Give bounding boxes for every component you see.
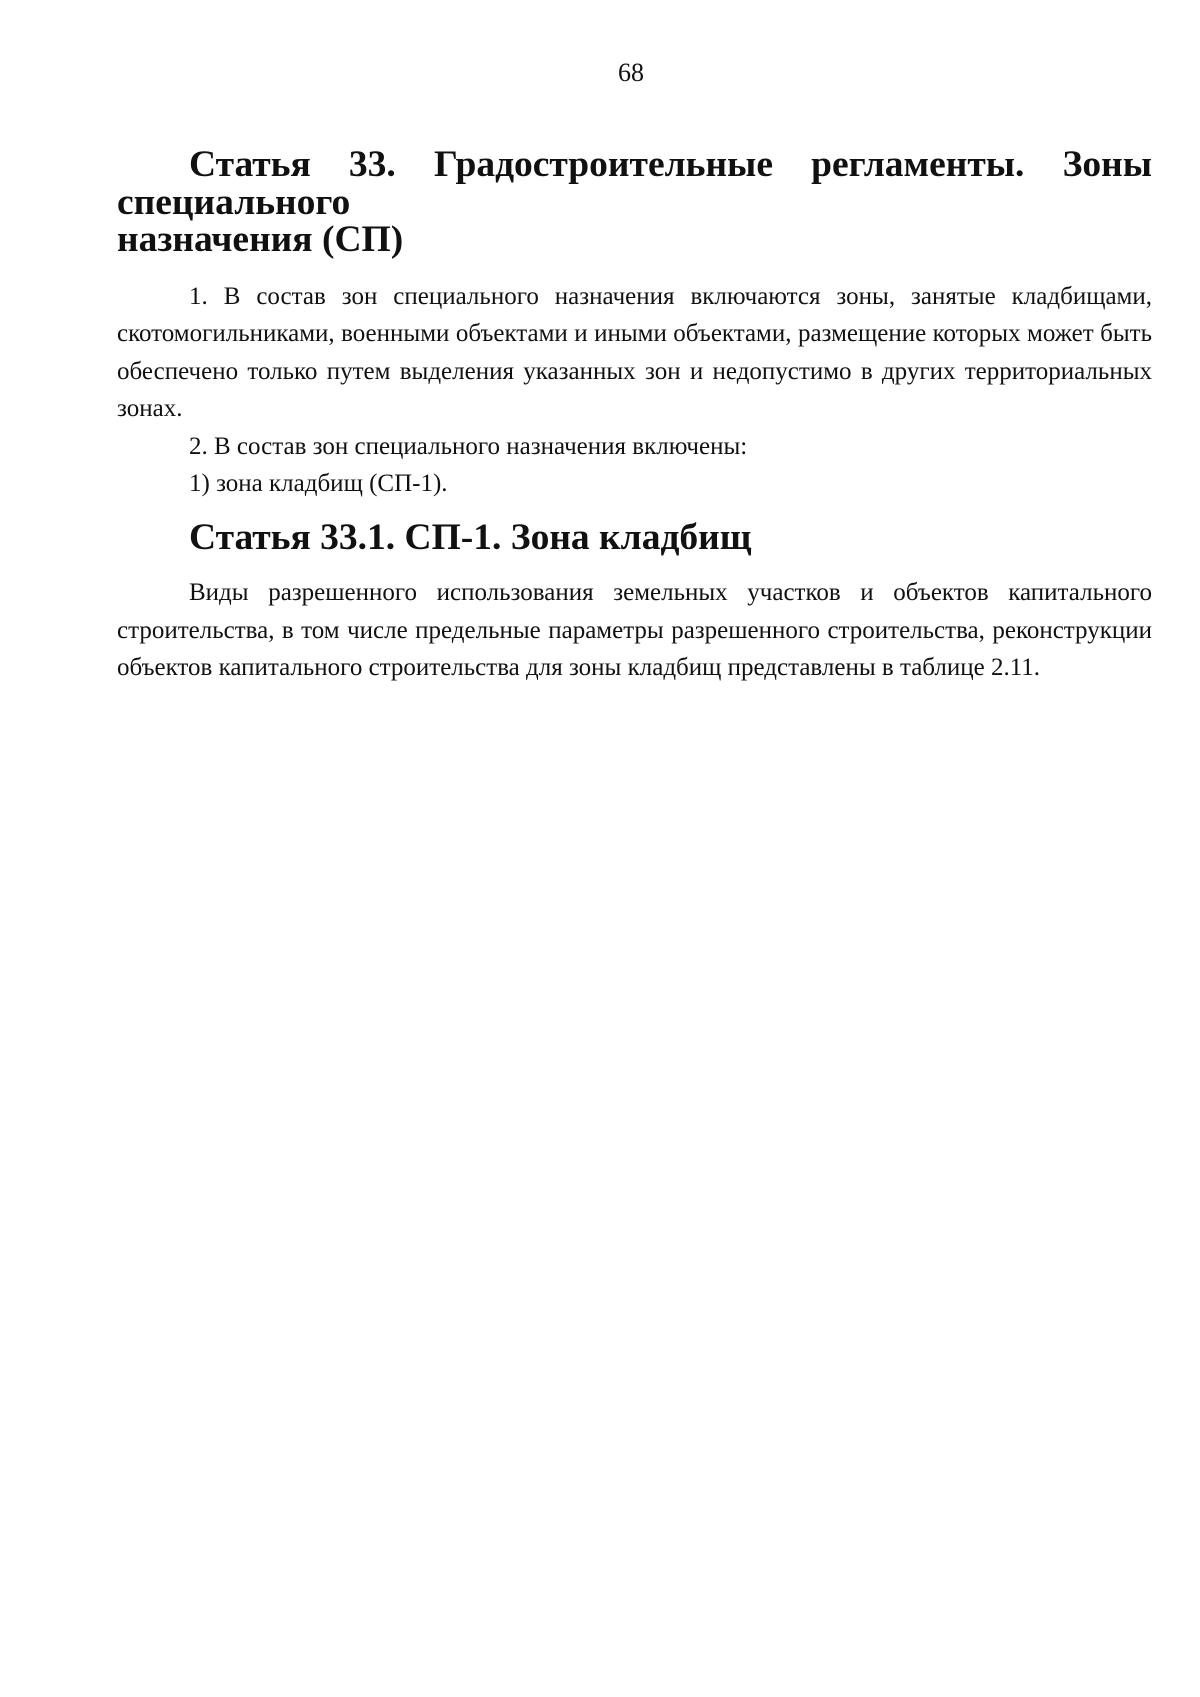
- document-body: [117, 146, 1152, 687]
- article-33-heading-line1: Статья 33. Градостроительные регламенты. Зоны специального: [117, 144, 1152, 223]
- article-33-heading: [117, 146, 1152, 259]
- page-number: 68: [618, 58, 644, 87]
- article-33-paragraph-2: 2. В состав зон специального назначения включены:: [189, 432, 748, 460]
- article-33-1-paragraph-1: Виды разрешенного использования земельных участков и объектов капитального строительства, в том числе предельные параметры разрешенного строительства, реконструкции объектов капитального строительства для зоны кладбищ представлены в таблице 2.11.: [117, 579, 1152, 681]
- article-33-heading-line2: назначения (СП): [117, 219, 404, 260]
- article-33-paragraph-3: 1) зона кладбищ (СП-1).: [189, 470, 448, 497]
- article-33-1-heading: Статья 33.1. СП-1. Зона кладбищ: [189, 516, 752, 558]
- article-33-paragraph-1: 1. В состав зон специального назначения включаются зоны, занятые кладбищами, скотомогильниками, военными объектами и иными объектами, размещение которых может быть обеспечено только путем выделения указанных зон и недопустимо в других территориальных зонах.: [117, 282, 1152, 422]
